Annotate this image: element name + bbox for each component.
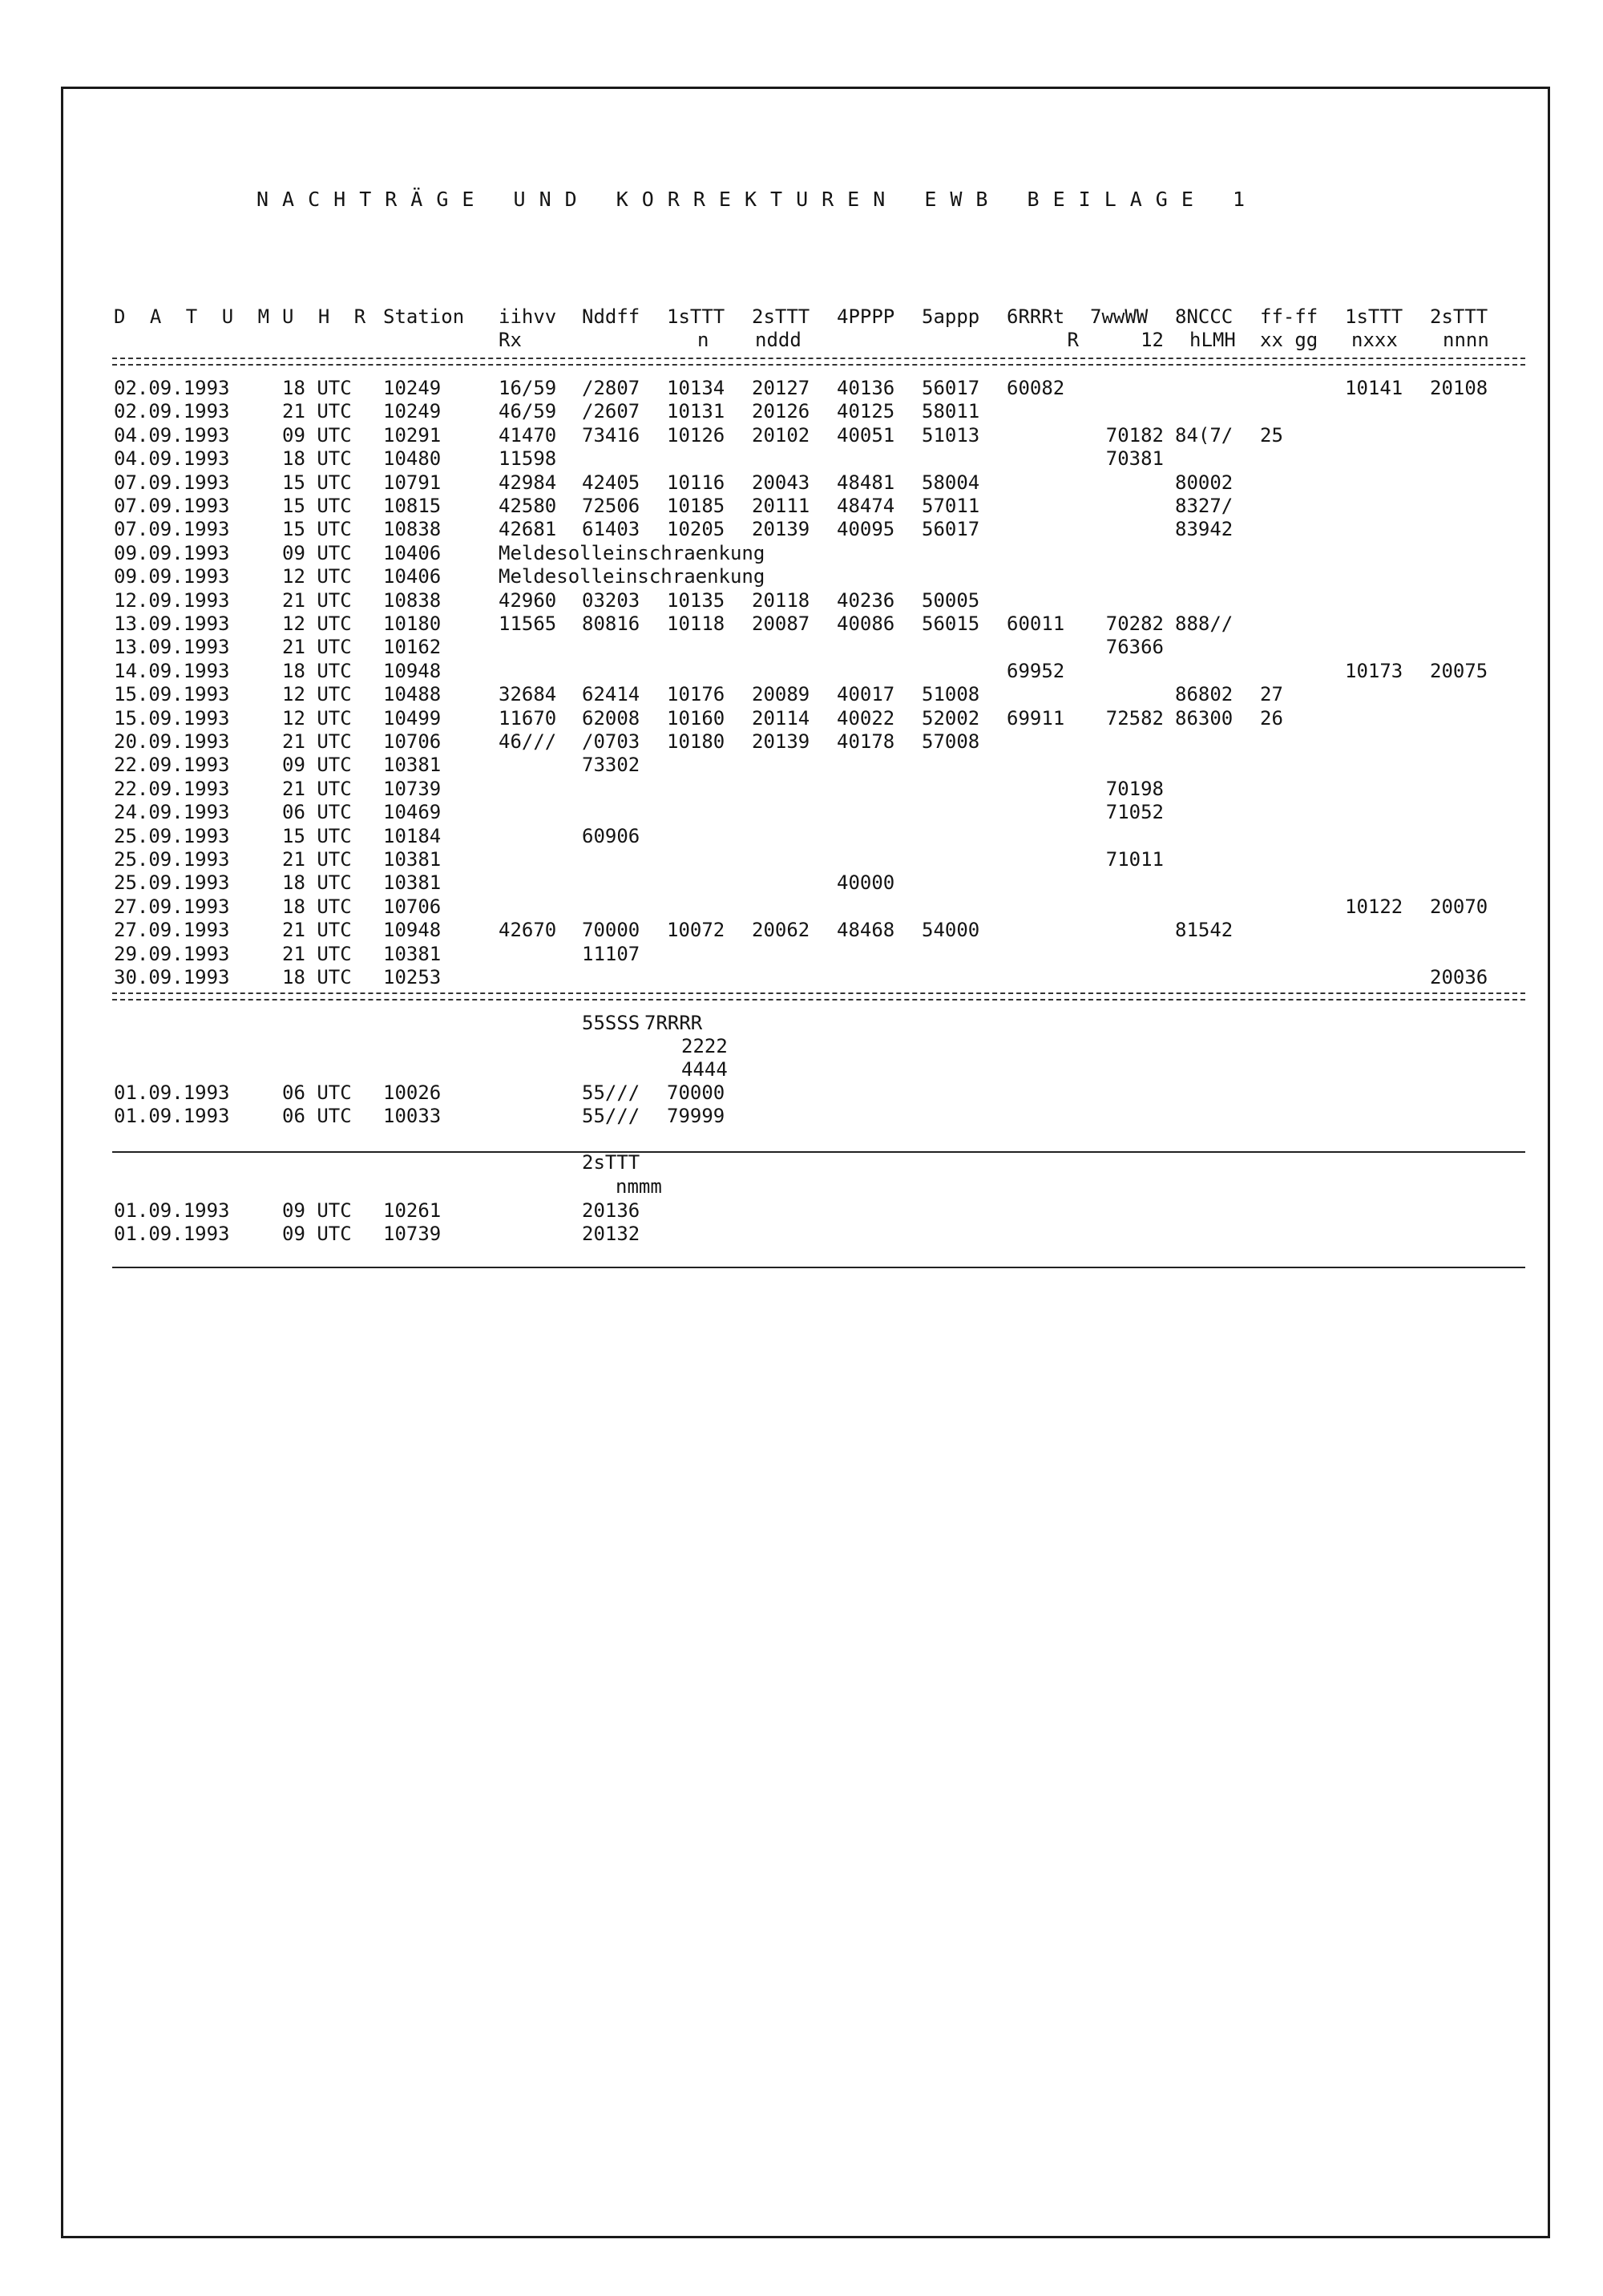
table-cell: 58004 xyxy=(922,471,980,494)
table-cell: 21 UTC xyxy=(282,778,352,800)
table-cell: 69911 xyxy=(1007,707,1065,730)
table-cell: 10141 xyxy=(1345,377,1403,399)
table-cell: 70000 xyxy=(582,919,640,941)
column-header: 7RRRR xyxy=(644,1012,703,1034)
column-subheader: n xyxy=(697,329,709,351)
table-cell: 20108 xyxy=(1430,377,1488,399)
table-cell: 01.09.1993 xyxy=(114,1223,230,1245)
table-cell: 10249 xyxy=(383,377,442,399)
table-cell: 11670 xyxy=(499,707,557,730)
row-date: 13.09.1993 xyxy=(114,636,230,658)
table-cell: 20136 xyxy=(582,1199,640,1222)
table-cell: /0703 xyxy=(582,730,640,753)
table-cell: 10948 xyxy=(383,660,442,682)
table-cell: 42580 xyxy=(499,495,557,517)
table-cell: 10261 xyxy=(383,1199,442,1222)
table-cell: 18 UTC xyxy=(282,895,352,918)
table-cell: 10739 xyxy=(383,1223,442,1245)
table-cell: 40125 xyxy=(837,400,895,422)
table-cell: 10739 xyxy=(383,778,442,800)
row-date: 24.09.1993 xyxy=(114,801,230,823)
table-cell: 48468 xyxy=(837,919,895,941)
column-subheader: 2222 xyxy=(681,1035,728,1057)
table-cell: 18 UTC xyxy=(282,660,352,682)
table-cell: 10205 xyxy=(667,518,725,540)
table-cell: 25 xyxy=(1260,424,1283,447)
table-cell: 09 UTC xyxy=(282,1199,352,1222)
table-cell: 18 UTC xyxy=(282,447,352,470)
row-date: 25.09.1993 xyxy=(114,848,230,871)
table-cell: 10791 xyxy=(383,471,442,494)
column-header: Station xyxy=(383,305,465,328)
table-cell: 10126 xyxy=(667,424,725,447)
table-cell: 27 xyxy=(1260,683,1283,705)
table-cell: 40051 xyxy=(837,424,895,447)
row-date: 13.09.1993 xyxy=(114,612,230,635)
table-cell: 10122 xyxy=(1345,895,1403,918)
table-cell: 10116 xyxy=(667,471,725,494)
section-divider xyxy=(112,1267,1525,1268)
table-cell: 18 UTC xyxy=(282,966,352,988)
column-subheader: hLMH xyxy=(1189,329,1236,351)
table-cell: 10381 xyxy=(383,871,442,894)
row-date: 20.09.1993 xyxy=(114,730,230,753)
table-cell: 50005 xyxy=(922,589,980,612)
table-cell: 20043 xyxy=(752,471,810,494)
table-cell: 12 UTC xyxy=(282,612,352,635)
table-cell: 40000 xyxy=(837,871,895,894)
table-cell: 10253 xyxy=(383,966,442,988)
table-cell: 11565 xyxy=(499,612,557,635)
table-cell: 10381 xyxy=(383,754,442,776)
table-cell: 40136 xyxy=(837,377,895,399)
column-subheader: 4444 xyxy=(681,1058,728,1081)
column-subheader: xx gg xyxy=(1260,329,1318,351)
table-cell: 72506 xyxy=(582,495,640,517)
table-cell: 10180 xyxy=(667,730,725,753)
table-cell: 10173 xyxy=(1345,660,1403,682)
table-cell: 10072 xyxy=(667,919,725,941)
table-cell: 10499 xyxy=(383,707,442,730)
table-cell: 73416 xyxy=(582,424,640,447)
table-cell: 40022 xyxy=(837,707,895,730)
table-cell: 888// xyxy=(1175,612,1234,635)
row-date: 04.09.1993 xyxy=(114,447,230,470)
table-cell: 86802 xyxy=(1175,683,1234,705)
table-cell: 10815 xyxy=(383,495,442,517)
table-cell: 76366 xyxy=(1105,636,1164,658)
table-cell: 20132 xyxy=(582,1223,640,1245)
row-date: 27.09.1993 xyxy=(114,895,230,918)
table-cell: 10134 xyxy=(667,377,725,399)
table-cell: 09 UTC xyxy=(282,754,352,776)
table-cell: 70000 xyxy=(667,1081,725,1104)
table-cell: 10131 xyxy=(667,400,725,422)
column-subheader: nxxx xyxy=(1351,329,1398,351)
table-cell: 20111 xyxy=(752,495,810,517)
table-cell: 56015 xyxy=(922,612,980,635)
column-header: 7wwWW xyxy=(1090,305,1149,328)
table-cell: 86300 xyxy=(1175,707,1234,730)
column-header: 1sTTT xyxy=(1345,305,1403,328)
table-cell: /2607 xyxy=(582,400,640,422)
table-cell: 18 UTC xyxy=(282,871,352,894)
double-rule xyxy=(112,992,1525,994)
table-cell: 20114 xyxy=(752,707,810,730)
row-date: 14.09.1993 xyxy=(114,660,230,682)
table-cell: 10469 xyxy=(383,801,442,823)
table-cell: 10160 xyxy=(667,707,725,730)
table-cell: 81542 xyxy=(1175,919,1234,941)
section-divider xyxy=(112,1151,1525,1153)
row-date: 15.09.1993 xyxy=(114,683,230,705)
table-cell: 10135 xyxy=(667,589,725,612)
table-cell: 10176 xyxy=(667,683,725,705)
table-cell: 10118 xyxy=(667,612,725,635)
table-cell: 10033 xyxy=(383,1105,442,1127)
row-date: 07.09.1993 xyxy=(114,471,230,494)
table-cell: 11107 xyxy=(582,943,640,965)
table-cell: /2807 xyxy=(582,377,640,399)
table-cell: 09 UTC xyxy=(282,542,352,564)
table-cell: 10838 xyxy=(383,589,442,612)
column-header: U H R xyxy=(282,305,373,328)
column-subheader: nnnn xyxy=(1443,329,1489,351)
column-subheader: Rx xyxy=(499,329,522,351)
table-cell: 10488 xyxy=(383,683,442,705)
column-header: 6RRRt xyxy=(1007,305,1065,328)
table-cell: 21 UTC xyxy=(282,730,352,753)
table-cell: 20075 xyxy=(1430,660,1488,682)
page-title: NACHTRÄGE UND KORREKTUREN EWB BEILAGE 1 xyxy=(256,188,1258,211)
table-cell: 12 UTC xyxy=(282,683,352,705)
table-cell: Meldesolleinschraenkung xyxy=(499,565,765,588)
table-cell: 48481 xyxy=(837,471,895,494)
table-cell: 60906 xyxy=(582,825,640,847)
table-cell: 70182 xyxy=(1105,424,1164,447)
table-cell: 20139 xyxy=(752,730,810,753)
table-cell: 73302 xyxy=(582,754,640,776)
table-cell: 56017 xyxy=(922,518,980,540)
table-cell: 72582 xyxy=(1105,707,1164,730)
table-cell: 62008 xyxy=(582,707,640,730)
column-header: 2sTTT xyxy=(582,1151,640,1174)
table-cell: 10406 xyxy=(383,542,442,564)
table-cell: Meldesolleinschraenkung xyxy=(499,542,765,564)
table-cell: 58011 xyxy=(922,400,980,422)
table-cell: 20118 xyxy=(752,589,810,612)
table-cell: 06 UTC xyxy=(282,1105,352,1127)
table-cell: 10026 xyxy=(383,1081,442,1104)
table-cell: 10838 xyxy=(383,518,442,540)
table-cell: 10706 xyxy=(383,895,442,918)
table-cell: 15 UTC xyxy=(282,495,352,517)
table-cell: 15 UTC xyxy=(282,471,352,494)
table-cell: 10185 xyxy=(667,495,725,517)
column-subheader: nmmm xyxy=(616,1175,662,1198)
table-cell: 10381 xyxy=(383,848,442,871)
row-date: 07.09.1993 xyxy=(114,518,230,540)
table-cell: 51008 xyxy=(922,683,980,705)
table-cell: 21 UTC xyxy=(282,848,352,871)
table-cell: 48474 xyxy=(837,495,895,517)
table-cell: 32684 xyxy=(499,683,557,705)
table-cell: 40178 xyxy=(837,730,895,753)
table-cell: 12 UTC xyxy=(282,707,352,730)
table-cell: 10180 xyxy=(383,612,442,635)
table-cell: 21 UTC xyxy=(282,589,352,612)
table-cell: 10706 xyxy=(383,730,442,753)
table-cell: 57011 xyxy=(922,495,980,517)
table-cell: 46/// xyxy=(499,730,557,753)
table-cell: 52002 xyxy=(922,707,980,730)
table-cell: 21 UTC xyxy=(282,919,352,941)
row-date: 09.09.1993 xyxy=(114,565,230,588)
row-date: 22.09.1993 xyxy=(114,754,230,776)
table-cell: 55/// xyxy=(582,1105,640,1127)
table-cell: 21 UTC xyxy=(282,943,352,965)
table-cell: 62414 xyxy=(582,683,640,705)
table-cell: 42681 xyxy=(499,518,557,540)
table-cell: 60011 xyxy=(1007,612,1065,635)
table-cell: 70381 xyxy=(1105,447,1164,470)
row-date: 29.09.1993 xyxy=(114,943,230,965)
table-cell: 40095 xyxy=(837,518,895,540)
table-cell: 79999 xyxy=(667,1105,725,1127)
table-cell: 10291 xyxy=(383,424,442,447)
table-cell: 11598 xyxy=(499,447,557,470)
row-date: 02.09.1993 xyxy=(114,400,230,422)
table-cell: 46/59 xyxy=(499,400,557,422)
table-cell: 84(7/ xyxy=(1175,424,1234,447)
row-date: 07.09.1993 xyxy=(114,495,230,517)
table-cell: 80002 xyxy=(1175,471,1234,494)
table-cell: 56017 xyxy=(922,377,980,399)
table-cell: 20102 xyxy=(752,424,810,447)
table-cell: 09 UTC xyxy=(282,424,352,447)
table-cell: 20087 xyxy=(752,612,810,635)
table-cell: 71011 xyxy=(1105,848,1164,871)
table-cell: 20127 xyxy=(752,377,810,399)
column-header: 8NCCC xyxy=(1175,305,1234,328)
table-cell: 60082 xyxy=(1007,377,1065,399)
table-cell: 20062 xyxy=(752,919,810,941)
table-cell: 10480 xyxy=(383,447,442,470)
table-cell: 18 UTC xyxy=(282,377,352,399)
table-cell: 70198 xyxy=(1105,778,1164,800)
table-cell: 40236 xyxy=(837,589,895,612)
column-header: 2sTTT xyxy=(1430,305,1488,328)
table-cell: 42984 xyxy=(499,471,557,494)
table-cell: 57008 xyxy=(922,730,980,753)
table-cell: 01.09.1993 xyxy=(114,1081,230,1104)
table-cell: 8327/ xyxy=(1175,495,1234,517)
row-date: 25.09.1993 xyxy=(114,825,230,847)
table-cell: 16/59 xyxy=(499,377,557,399)
table-cell: 01.09.1993 xyxy=(114,1105,230,1127)
table-cell: 03203 xyxy=(582,589,640,612)
table-cell: 21 UTC xyxy=(282,636,352,658)
row-date: 02.09.1993 xyxy=(114,377,230,399)
column-subheader: R xyxy=(1067,329,1079,351)
row-date: 22.09.1993 xyxy=(114,778,230,800)
table-cell: 20139 xyxy=(752,518,810,540)
column-header: iihvv xyxy=(499,305,557,328)
table-cell: 12 UTC xyxy=(282,565,352,588)
column-header: 1sTTT xyxy=(667,305,725,328)
table-cell: 10406 xyxy=(383,565,442,588)
table-cell: 70282 xyxy=(1105,612,1164,635)
table-cell: 20089 xyxy=(752,683,810,705)
table-cell: 40086 xyxy=(837,612,895,635)
table-cell: 15 UTC xyxy=(282,518,352,540)
table-cell: 26 xyxy=(1260,707,1283,730)
table-cell: 51013 xyxy=(922,424,980,447)
row-date: 09.09.1993 xyxy=(114,542,230,564)
table-cell: 10381 xyxy=(383,943,442,965)
column-header: ff-ff xyxy=(1260,305,1318,328)
table-cell: 09 UTC xyxy=(282,1223,352,1245)
table-cell: 80816 xyxy=(582,612,640,635)
table-cell: 01.09.1993 xyxy=(114,1199,230,1222)
column-header: Nddff xyxy=(582,305,640,328)
table-cell: 20126 xyxy=(752,400,810,422)
column-header: D A T U M xyxy=(114,305,277,328)
table-cell: 10162 xyxy=(383,636,442,658)
table-cell: 15 UTC xyxy=(282,825,352,847)
table-cell: 83942 xyxy=(1175,518,1234,540)
table-cell: 21 UTC xyxy=(282,400,352,422)
table-cell: 10948 xyxy=(383,919,442,941)
table-cell: 06 UTC xyxy=(282,1081,352,1104)
column-header: 5appp xyxy=(922,305,980,328)
table-cell: 20036 xyxy=(1430,966,1488,988)
row-date: 30.09.1993 xyxy=(114,966,230,988)
table-cell: 41470 xyxy=(499,424,557,447)
row-date: 12.09.1993 xyxy=(114,589,230,612)
table-cell: 42960 xyxy=(499,589,557,612)
table-cell: 10184 xyxy=(383,825,442,847)
table-cell: 54000 xyxy=(922,919,980,941)
double-rule xyxy=(112,358,1525,359)
table-cell: 42670 xyxy=(499,919,557,941)
row-date: 25.09.1993 xyxy=(114,871,230,894)
table-cell: 06 UTC xyxy=(282,801,352,823)
table-cell: 71052 xyxy=(1105,801,1164,823)
column-header: 4PPPP xyxy=(837,305,895,328)
table-cell: 40017 xyxy=(837,683,895,705)
table-cell: 55/// xyxy=(582,1081,640,1104)
column-subheader: 12 xyxy=(1141,329,1164,351)
table-cell: 20070 xyxy=(1430,895,1488,918)
row-date: 15.09.1993 xyxy=(114,707,230,730)
column-header: 2sTTT xyxy=(752,305,810,328)
row-date: 27.09.1993 xyxy=(114,919,230,941)
row-date: 04.09.1993 xyxy=(114,424,230,447)
column-subheader: nddd xyxy=(755,329,802,351)
column-header: 55SSS xyxy=(582,1012,640,1034)
table-cell: 61403 xyxy=(582,518,640,540)
table-cell: 42405 xyxy=(582,471,640,494)
table-cell: 69952 xyxy=(1007,660,1065,682)
table-cell: 10249 xyxy=(383,400,442,422)
